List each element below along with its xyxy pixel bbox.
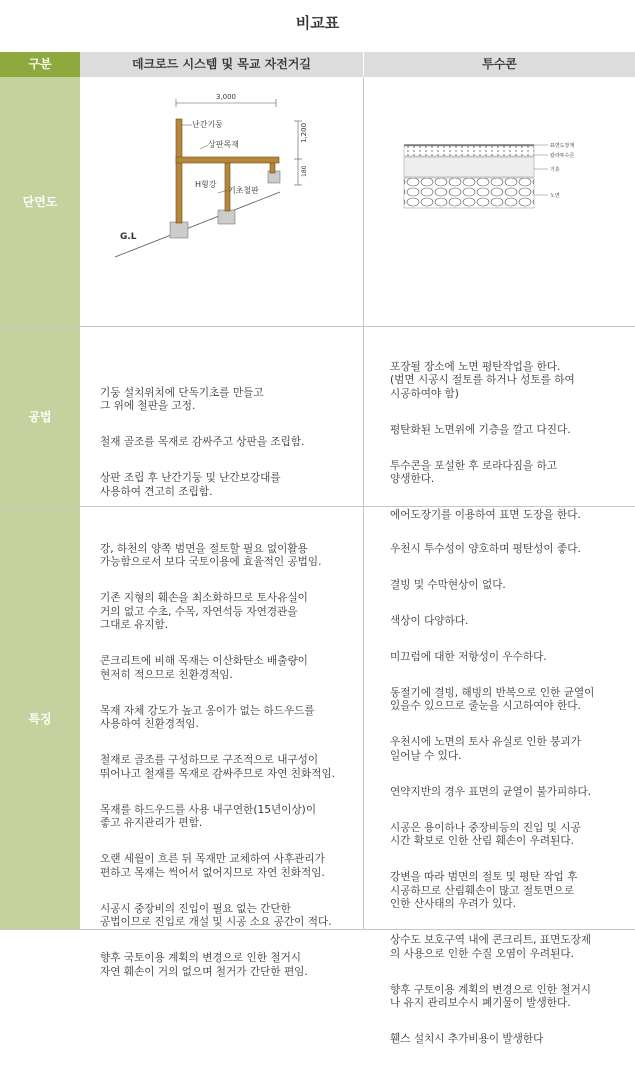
paving-diagram-cell xyxy=(364,77,635,326)
dim-small-label: 180 xyxy=(301,165,308,177)
features-a-paragraph: 오랜 세월이 흐른 뒤 목재만 교체하여 사후관리가 편하고 목재는 썩어서 없어지므로 자연 친화적임. xyxy=(100,853,325,879)
method-b-paragraph: 에어도장기를 이용하여 표면 도장을 한다. xyxy=(390,509,581,521)
subgrade-label: 노면 xyxy=(550,193,560,199)
features-a-paragraph: 기존 지형의 훼손을 최소화하므로 토사유실이 거의 없고 수초, 수목, 자연석등 자연경관을 그대로 유지함. xyxy=(100,592,308,631)
dim-height-label: 1,200 xyxy=(300,122,308,143)
features-b-paragraph: 결빙 및 수막현상이 없다. xyxy=(390,578,506,591)
subgrade-layer xyxy=(404,178,534,208)
paving-section-diagram xyxy=(364,77,635,326)
features-b-paragraph: 강변을 따라 범면의 절토 및 평탄 작업 후 시공하므로 산림훼손이 많고 절토면으로 인한 산사태의 우려가 있다. xyxy=(390,871,578,910)
deck-label: 상판목재 xyxy=(208,140,239,149)
features-b-paragraph: 우천시 투수성이 양호하며 평탄성이 좋다. xyxy=(390,542,581,555)
features-a-text xyxy=(100,529,362,1002)
perm-label: 칼라투수콘 xyxy=(550,153,575,159)
column-divider xyxy=(363,77,364,929)
gl-label: G.L xyxy=(120,232,137,242)
method-b-paragraph: 투수콘을 포설한 후 로라다짐을 하고 양생한다. xyxy=(390,459,557,485)
row-label-method: 공법 xyxy=(0,327,80,506)
features-a-paragraph: 향후 국토이용 계획의 변경으로 인한 철거시 자연 훼손이 거의 없으며 철거가 간단한 편임. xyxy=(100,952,308,978)
footing-label: 기초철판 xyxy=(228,186,259,195)
method-a-paragraph: 상판 조립 후 난간기둥 및 난간보강대를 사용하여 견고히 조립함. xyxy=(100,472,281,498)
row-section xyxy=(0,77,635,327)
features-b-paragraph: 향후 구토이용 계획의 변경으로 인한 철거시 나 유지 관리보수시 폐기물이 발생한다. xyxy=(390,983,592,1009)
features-a-cell xyxy=(80,507,363,978)
header-col-a: 데크로드 시스템 및 목교 자전거길 xyxy=(80,52,363,77)
base-layer xyxy=(404,157,534,177)
features-a-paragraph: 목재 자체 강도가 높고 옹이가 없는 하드우드를 사용하여 친환경적임. xyxy=(100,704,315,730)
hbeam-label: H형강 xyxy=(195,180,217,189)
features-a-paragraph: 철재로 골조를 구성하므로 구조적으로 내구성이 뛰어나고 철재를 목재로 감싸주므로 자연 친화적임. xyxy=(100,754,336,780)
perm-layer xyxy=(404,146,534,156)
deck-section-diagram xyxy=(80,77,363,326)
row-label-features: 특징 xyxy=(0,507,80,929)
features-a-paragraph: 강, 하천의 양쪽 범면을 절토할 필요 없이활용 가능함으로서 보다 국토이용에 효율적인 공법임. xyxy=(100,542,322,568)
features-b-paragraph: 미끄럼에 대한 저항성이 우수하다. xyxy=(390,650,547,663)
features-b-paragraph: 연약지반의 경우 표면의 균열이 불가피하다. xyxy=(390,785,592,798)
row-method xyxy=(0,327,635,521)
row-label-section: 단면도 xyxy=(0,77,80,326)
features-a-paragraph: 콘크리트에 비해 목재는 이산화탄소 배출량이 현저히 적으므로 친환경적임. xyxy=(100,655,308,681)
features-b-paragraph: 시공은 용이하나 중장비등의 진입 및 시공 시간 확보로 인한 산림 훼손이 우려된다. xyxy=(390,821,581,847)
method-a-paragraph: 기둥 설치위치에 단독기초를 만들고 그 위에 철판을 고정. xyxy=(100,386,264,412)
method-b-cell xyxy=(364,327,635,521)
method-a-paragraph: 철재 골조를 목재로 감싸주고 상판을 조립함. xyxy=(100,436,305,448)
method-a-cell xyxy=(80,327,363,506)
method-b-paragraph: 평탄화된 노면위에 기층을 깔고 다진다. xyxy=(390,423,571,436)
features-b-paragraph: 휀스 설치시 추가비용이 발생한다 xyxy=(390,1033,544,1045)
header-category: 구분 xyxy=(0,52,80,77)
post-label: 난간기둥 xyxy=(192,120,223,129)
surface-label: 표면도장재 xyxy=(550,143,575,149)
method-a-text xyxy=(100,373,360,522)
deck-diagram-cell xyxy=(80,77,363,326)
features-a-paragraph: 시공시 중장비의 진입이 필요 없는 간단한 공법이므로 진입로 개설 및 시공 소요 공간이 적다. xyxy=(100,902,332,928)
features-b-paragraph: 색상이 다양하다. xyxy=(390,614,469,627)
features-b-paragraph: 우천시에 노면의 토사 유실로 인한 붕괴가 일어날 수 있다. xyxy=(390,736,581,762)
features-b-paragraph: 동절기에 결빙, 해빙의 반복으로 인한 균열이 있을수 있으므로 줄눈을 시고하여야 한다. xyxy=(390,686,595,712)
base-label: 기층 xyxy=(550,167,560,173)
dim-width-label: 3,000 xyxy=(215,93,237,101)
row-features xyxy=(0,507,635,1045)
deck-shape xyxy=(176,157,279,163)
features-b-cell xyxy=(364,507,635,1045)
features-a-paragraph: 목재를 하드우드를 사용 내구연한(15년이상)이 좋고 유지관리가 편함. xyxy=(100,803,317,829)
post-shape xyxy=(176,119,182,223)
page-title: 비교표 xyxy=(295,14,340,32)
features-b-paragraph: 상수도 보호구역 내에 콘크리트, 표면도장제 의 사용으로 인한 수질 오염이 우려된다. xyxy=(390,934,592,960)
footing-shape xyxy=(170,222,188,238)
method-b-paragraph: 포장될 장소에 노면 평탄작업을 한다. (범면 시공시 절토를 하거나 성토를 하여 시공하여야 함) xyxy=(390,360,575,400)
features-b-text xyxy=(390,529,635,1069)
header-col-b: 투수콘 xyxy=(364,52,635,77)
